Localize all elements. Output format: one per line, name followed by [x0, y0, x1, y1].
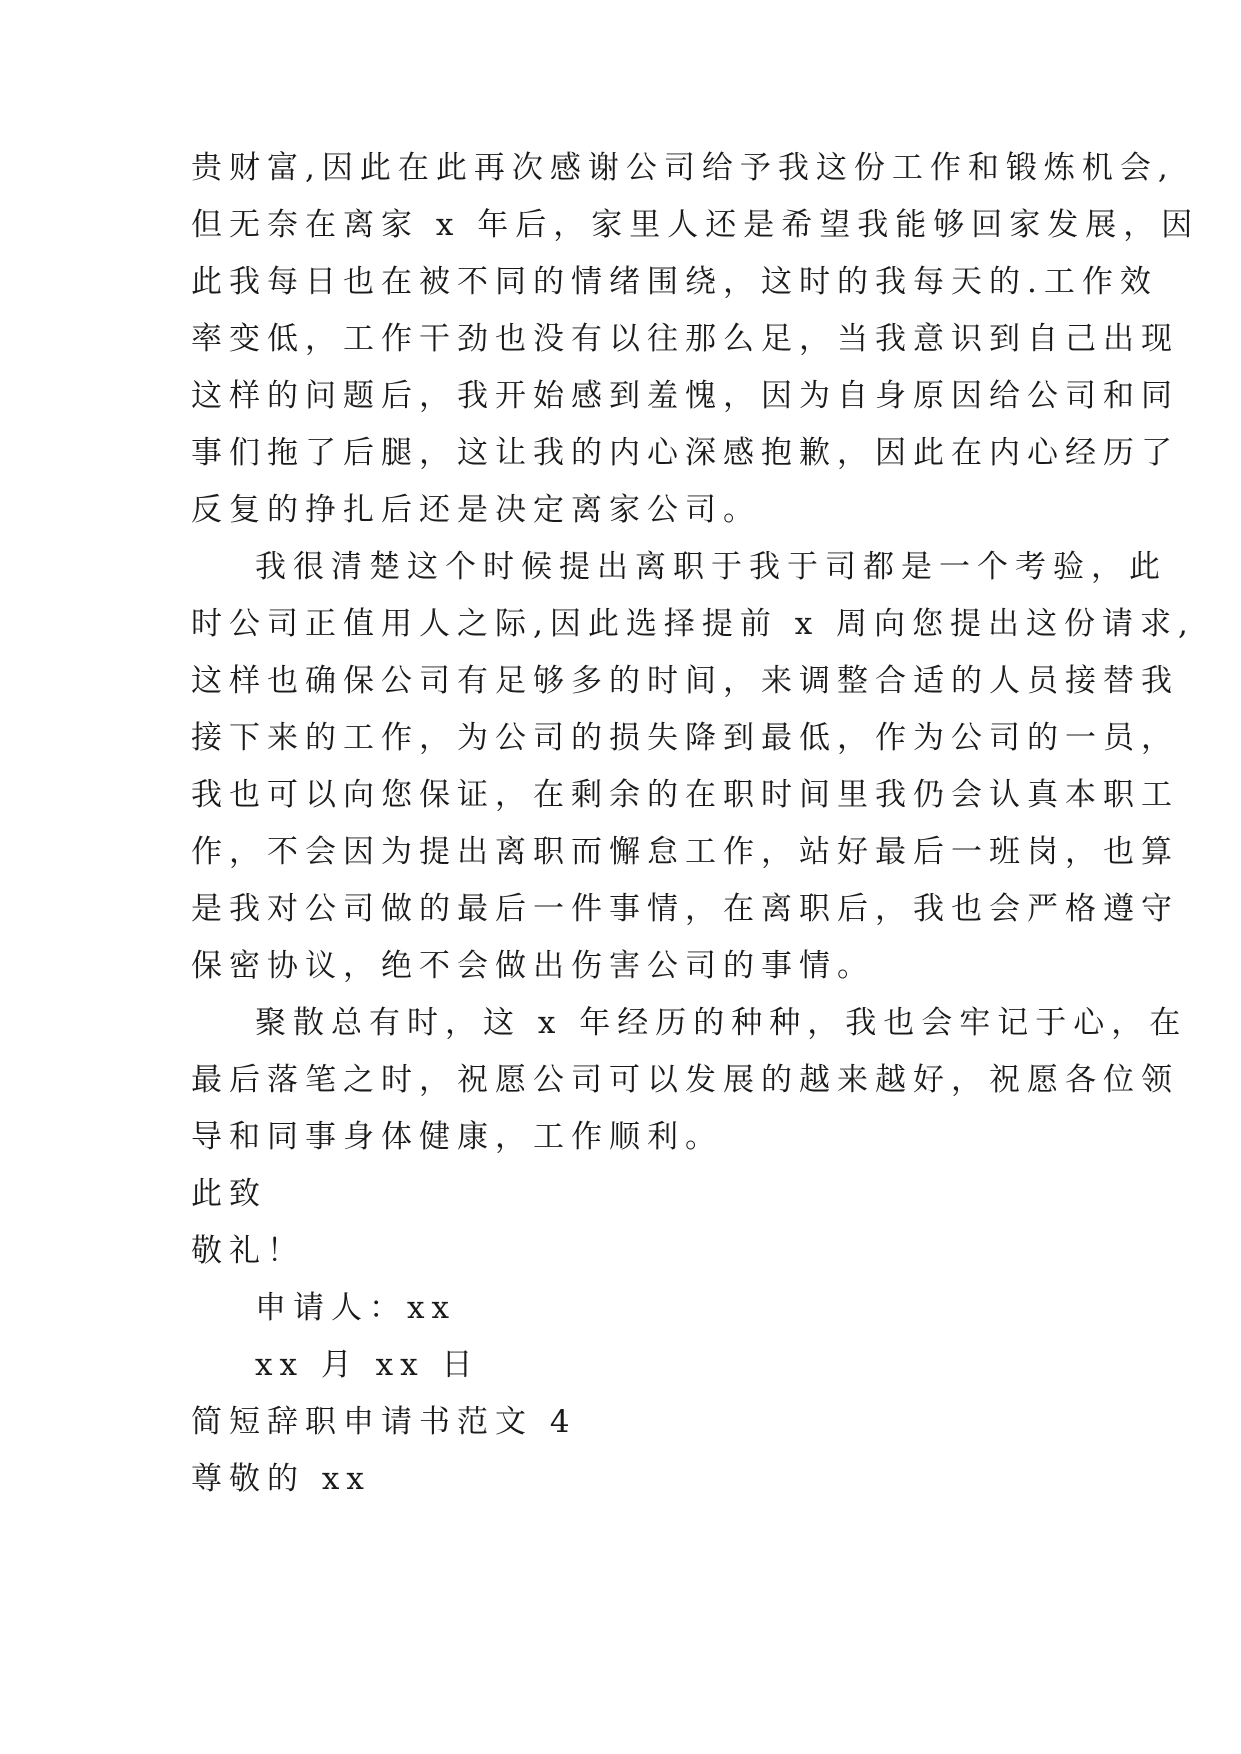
paragraph-line: 时公司正值用人之际,因此选择提前 x 周向您提出这份请求,: [191, 606, 1195, 642]
paragraph-line: 此我每日也在被不同的情绪围绕，这时的我每天的.工作效: [191, 264, 1158, 300]
applicant-line: 申请人：xx: [255, 1290, 456, 1326]
paragraph-line: 聚散总有时，这 x 年经历的种种，我也会牢记于心，在: [255, 1005, 1188, 1041]
date-line: xx 月 xx 日: [255, 1347, 480, 1383]
paragraph-line: 是我对公司做的最后一件事情，在离职后，我也会严格遵守: [191, 891, 1179, 927]
section-title: 简短辞职申请书范文 4: [191, 1404, 577, 1440]
paragraph-line: 贵财富,因此在此再次感谢公司给予我这份工作和锻炼机会,: [191, 150, 1175, 186]
paragraph-line: 我很清楚这个时候提出离职于我于司都是一个考验，此: [255, 549, 1167, 585]
paragraph-line: 保密协议，绝不会做出伤害公司的事情。: [191, 948, 875, 984]
greeting-line: 尊敬的 xx: [191, 1461, 371, 1497]
paragraph-line: 导和同事身体健康，工作顺利。: [191, 1119, 723, 1155]
paragraph-line: 最后落笔之时，祝愿公司可以发展的越来越好，祝愿各位领: [191, 1062, 1179, 1098]
paragraph-line: 接下来的工作，为公司的损失降到最低，作为公司的一员，: [191, 720, 1179, 756]
paragraph-line: 但无奈在离家 x 年后，家里人还是希望我能够回家发展，因: [191, 207, 1200, 243]
paragraph-line: 这样的问题后，我开始感到羞愧，因为自身原因给公司和同: [191, 378, 1179, 414]
paragraph-line: 事们拖了后腿，这让我的内心深感抱歉，因此在内心经历了: [191, 435, 1179, 471]
paragraph-line: 率变低，工作干劲也没有以往那么足，当我意识到自己出现: [191, 321, 1179, 357]
closing-line: 此致: [191, 1176, 267, 1212]
paragraph-line: 这样也确保公司有足够多的时间，来调整合适的人员接替我: [191, 663, 1179, 699]
salutation-line: 敬礼！: [191, 1233, 305, 1269]
paragraph-line: 我也可以向您保证，在剩余的在职时间里我仍会认真本职工: [191, 777, 1179, 813]
paragraph-line: 反复的挣扎后还是决定离家公司。: [191, 492, 761, 528]
paragraph-line: 作，不会因为提出离职而懈怠工作，站好最后一班岗，也算: [191, 834, 1179, 870]
